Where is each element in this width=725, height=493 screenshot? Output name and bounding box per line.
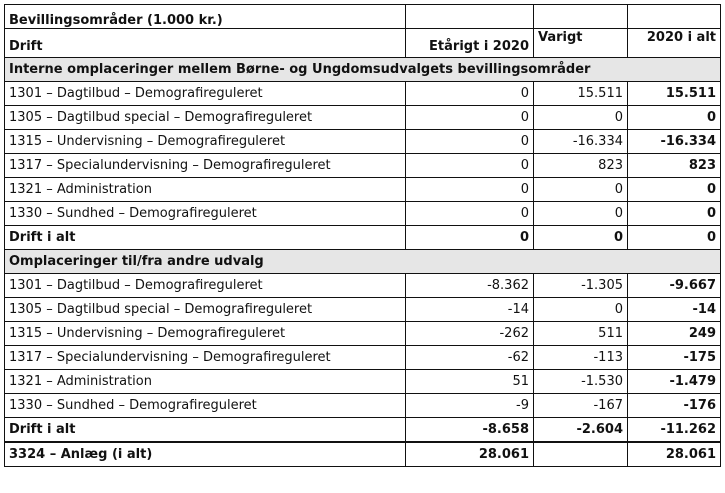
cell-etaarig: 0: [406, 154, 534, 178]
header-blank-cell: [534, 5, 628, 29]
cell-ialt: 823: [628, 154, 721, 178]
anlaeg-ialt: 28.061: [628, 442, 721, 467]
cell-etaarig: 0: [406, 130, 534, 154]
row-label: 1315 – Undervisning – Demografireguleret: [5, 130, 406, 154]
budget-table-container: [4, 4, 721, 467]
cell-ialt: -176: [628, 394, 721, 418]
cell-varigt: -16.334: [534, 130, 628, 154]
row-label: 1317 – Specialundervisning – Demografireguleret: [5, 346, 406, 370]
drift-label: Drift: [5, 29, 406, 58]
total-varigt: -2.604: [534, 418, 628, 443]
col-header-ialt: 2020 i alt: [628, 29, 721, 58]
section2-title: Omplaceringer til/fra andre udvalg: [5, 250, 721, 274]
row-label: 1317 – Specialundervisning – Demografireguleret: [5, 154, 406, 178]
total-varigt: 0: [534, 226, 628, 250]
cell-etaarig: -262: [406, 322, 534, 346]
row-label: 1321 – Administration: [5, 370, 406, 394]
cell-etaarig: -14: [406, 298, 534, 322]
cell-varigt: -1.530: [534, 370, 628, 394]
cell-ialt: 249: [628, 322, 721, 346]
total-row: [5, 418, 721, 443]
total-label: Drift i alt: [5, 226, 406, 250]
total-ialt: 0: [628, 226, 721, 250]
cell-ialt: -14: [628, 298, 721, 322]
cell-varigt: -1.305: [534, 274, 628, 298]
cell-varigt: 0: [534, 298, 628, 322]
section1-title: Interne omplaceringer mellem Børne- og Ungdomsudvalgets bevillingsområder: [5, 58, 721, 82]
header-row-2: [5, 29, 721, 58]
table-title: Bevillingsområder (1.000 kr.): [5, 5, 406, 29]
total-ialt: -11.262: [628, 418, 721, 443]
row-label: 1315 – Undervisning – Demografireguleret: [5, 322, 406, 346]
table-row: [5, 82, 721, 106]
cell-etaarig: 51: [406, 370, 534, 394]
section-header-row: [5, 58, 721, 82]
cell-varigt: -113: [534, 346, 628, 370]
row-label: 1301 – Dagtilbud – Demografireguleret: [5, 82, 406, 106]
cell-etaarig: -62: [406, 346, 534, 370]
section-header-row: [5, 250, 721, 274]
table-row: [5, 274, 721, 298]
total-etaarig: -8.658: [406, 418, 534, 443]
table-row: [5, 202, 721, 226]
cell-varigt: 0: [534, 178, 628, 202]
row-label: 1321 – Administration: [5, 178, 406, 202]
cell-etaarig: 0: [406, 202, 534, 226]
table-row: [5, 370, 721, 394]
cell-ialt: -1.479: [628, 370, 721, 394]
row-label: 1330 – Sundhed – Demografireguleret: [5, 394, 406, 418]
cell-ialt: 0: [628, 106, 721, 130]
table-row: [5, 154, 721, 178]
cell-varigt: 511: [534, 322, 628, 346]
total-row: [5, 226, 721, 250]
header-blank-cell: [628, 5, 721, 29]
cell-etaarig: 0: [406, 82, 534, 106]
row-label: 1305 – Dagtilbud special – Demografireguleret: [5, 106, 406, 130]
cell-varigt: -167: [534, 394, 628, 418]
col-header-etaarig: Etårigt i 2020: [406, 29, 534, 58]
row-label: 1305 – Dagtilbud special – Demografireguleret: [5, 298, 406, 322]
row-label: 1301 – Dagtilbud – Demografireguleret: [5, 274, 406, 298]
table-row: [5, 130, 721, 154]
cell-ialt: -9.667: [628, 274, 721, 298]
cell-varigt: 0: [534, 202, 628, 226]
cell-ialt: 0: [628, 178, 721, 202]
anlaeg-etaarig: 28.061: [406, 442, 534, 467]
anlaeg-label: 3324 – Anlæg (i alt): [5, 442, 406, 467]
header-blank-cell: [406, 5, 534, 29]
row-label: 1330 – Sundhed – Demografireguleret: [5, 202, 406, 226]
cell-varigt: 823: [534, 154, 628, 178]
cell-ialt: -16.334: [628, 130, 721, 154]
cell-ialt: -175: [628, 346, 721, 370]
cell-etaarig: 0: [406, 106, 534, 130]
table-row: [5, 346, 721, 370]
cell-varigt: 15.511: [534, 82, 628, 106]
table-row: [5, 298, 721, 322]
budget-table: [4, 4, 721, 467]
total-label: Drift i alt: [5, 418, 406, 443]
cell-etaarig: -9: [406, 394, 534, 418]
anlaeg-row: [5, 442, 721, 467]
total-etaarig: 0: [406, 226, 534, 250]
cell-etaarig: 0: [406, 178, 534, 202]
table-row: [5, 394, 721, 418]
header-row-1: [5, 5, 721, 29]
table-row: [5, 322, 721, 346]
cell-etaarig: -8.362: [406, 274, 534, 298]
anlaeg-varigt-empty: [534, 442, 628, 467]
cell-varigt: 0: [534, 106, 628, 130]
table-row: [5, 106, 721, 130]
cell-ialt: 0: [628, 202, 721, 226]
col-header-varigt: Varigt: [534, 29, 628, 58]
cell-ialt: 15.511: [628, 82, 721, 106]
table-row: [5, 178, 721, 202]
